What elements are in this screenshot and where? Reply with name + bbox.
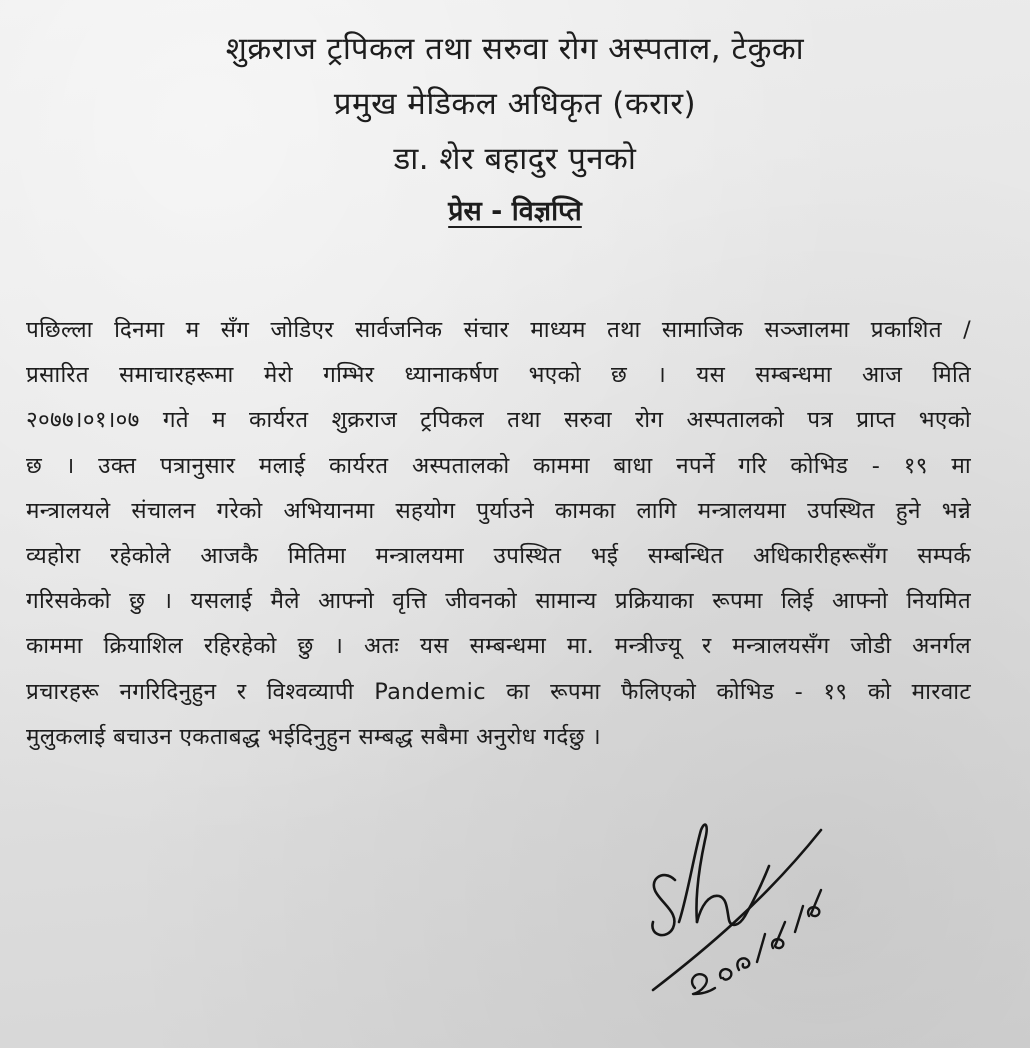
- body-line: काममा क्रियाशिल रहिरहेको छु । अतः यस सम्बन्धमा मा. मन्त्रीज्यू र मन्त्रालयसँग जोडी अनर्गल: [26, 633, 971, 660]
- officer-name: डा. शेर बहादुर पुनको: [393, 141, 637, 177]
- body-line: व्यहोरा रहेकोले आजकै मितिमा मन्त्रालयमा उपस्थित भई सम्बन्धित अधिकारीहरूसँग सम्पर्क: [26, 542, 971, 569]
- body-line: मन्त्रालयले संचालन गरेको अभियानमा सहयोग पुर्याउने कामका लागि मन्त्रालयमा उपस्थित हुने भन्ने: [26, 497, 971, 524]
- signature-date-glyph: [757, 934, 765, 962]
- body-line: प्रचारहरू नगरिदिनुहुन र विश्वव्यापी Pandemic का रूपमा फैलिएको कोभिड - १९ को मारवाट: [26, 678, 971, 705]
- body-line: छ । उक्त पत्रानुसार मलाई कार्यरत अस्पतालको काममा बाधा नपर्ने गरि कोभिड - १९ मा: [26, 452, 971, 479]
- body-line: प्रसारित समाचारहरूमा मेरो गम्भिर ध्यानाकर्षण भएको छ । यस सम्बन्धमा आज मिति: [26, 362, 971, 389]
- signature-date-glyph: [720, 969, 731, 979]
- signature-date-glyph: [795, 906, 803, 932]
- signature-date-glyph: [772, 922, 785, 948]
- signature-stroke: [652, 875, 675, 935]
- body-line: पछिल्ला दिनमा म सँग जोडिएर सार्वजनिक संचार माध्यम तथा सामाजिक सञ्जालमा प्रकाशित /: [26, 317, 971, 343]
- signature-date-glyph: [808, 890, 821, 916]
- hospital-name: शुक्रराज ट्रपिकल तथा सरुवा रोग अस्पताल, टेकुका: [225, 31, 805, 67]
- body-line: मुलुकलाई बचाउन एकताबद्ध भईदिनुहुन सम्बद्ध सबैमा अनुरोध गर्दछु ।: [26, 723, 601, 750]
- signature-stroke: [697, 866, 769, 925]
- press-release-body: [26, 308, 971, 760]
- handwritten-signature: [635, 810, 835, 1010]
- officer-designation: प्रमुख मेडिकल अधिकृत (करार): [333, 86, 697, 122]
- body-line: गरिसकेको छु । यसलाई मैले आफ्नो वृत्ति जीवनको सामान्य प्रक्रियाका रूपमा लिई आफ्नो नियमित: [26, 588, 971, 615]
- signature-date-glyph: [692, 974, 715, 994]
- letterhead: [0, 22, 1030, 228]
- body-line: २०७७।०१।०७ गते म कार्यरत शुक्रराज ट्रपिकल तथा सरुवा रोग अस्पतालको पत्र प्राप्त भएको: [26, 407, 971, 434]
- signature-date-glyph: [737, 958, 749, 970]
- press-release-title: प्रेस - विज्ञप्ति: [448, 196, 582, 227]
